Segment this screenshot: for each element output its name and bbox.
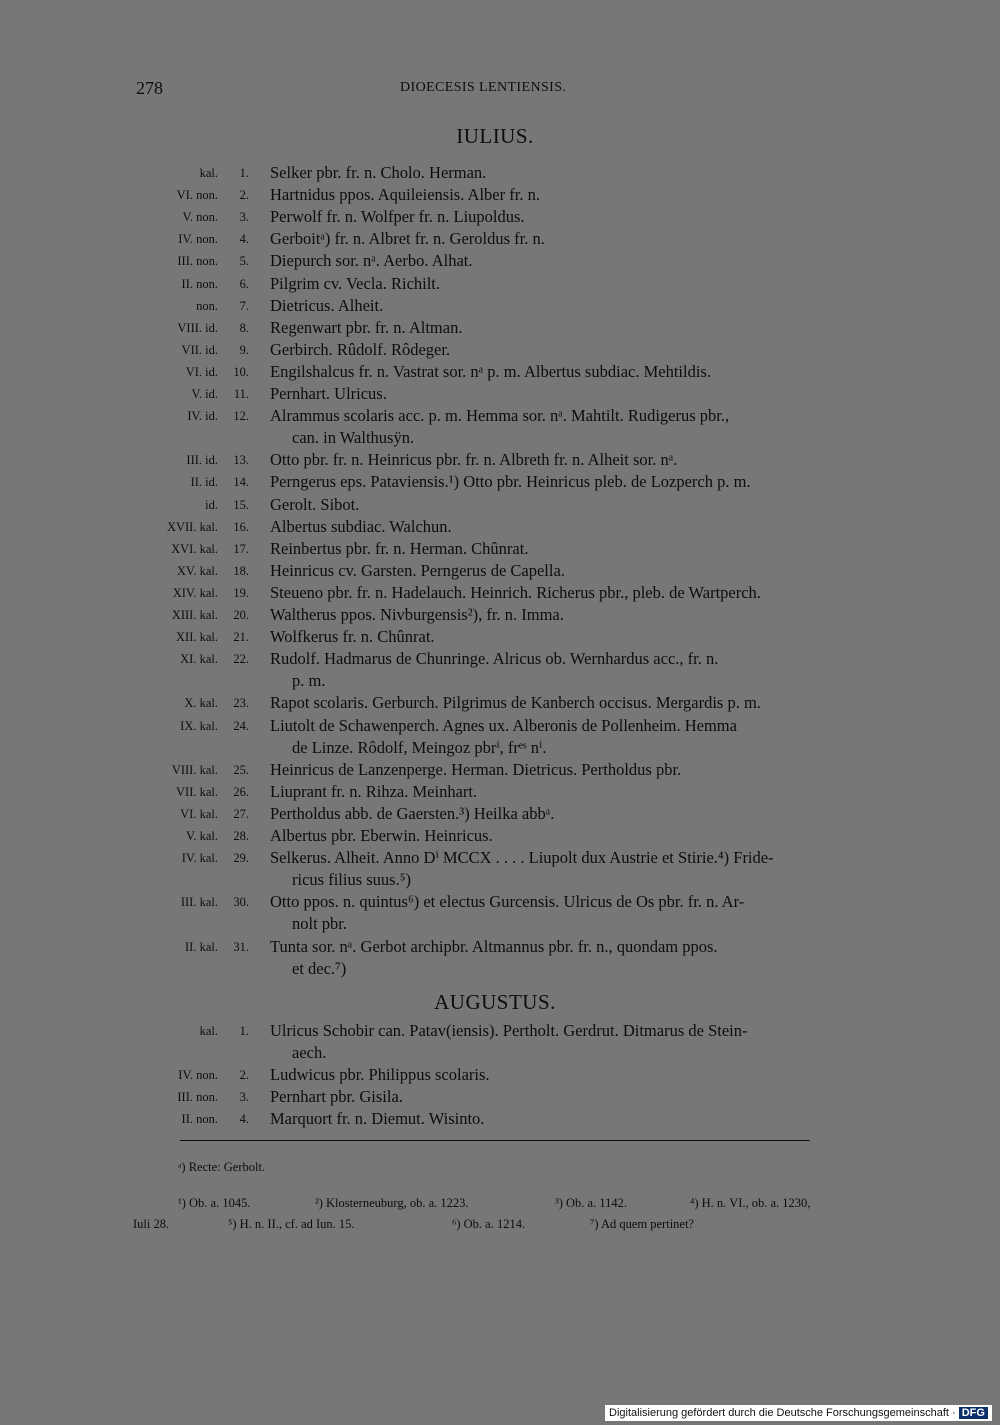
entry-number: 22. (233, 652, 249, 667)
entry-number: 8. (239, 320, 249, 335)
entry-text: Rudolf. Hadmarus de Chunringe. Alricus ob. Wernhardus acc., fr. n. (270, 649, 719, 669)
entry-text: Otto pbr. fr. n. Heinricus pbr. fr. n. Albreth fr. n. Alheit sor. nᵃ. (270, 450, 678, 470)
entry-number: 13. (233, 453, 249, 468)
entry-date: VII. id. (181, 342, 218, 357)
month-heading-augustus: AUGUSTUS. (434, 990, 556, 1014)
entry-date: non. (196, 298, 218, 313)
entry-number: 10. (233, 364, 249, 379)
entry-date: kal. (199, 166, 218, 180)
entry-text: Waltherus ppos. Nivburgensis²), fr. n. Imma. (270, 605, 564, 624)
entry-number: 4. (239, 232, 249, 247)
entry-number: 19. (233, 585, 249, 600)
footnote-3: ³) Ob. a. 1142. (555, 1196, 628, 1210)
entry-date: III. non. (177, 1090, 218, 1105)
entry-date: III. id. (186, 453, 218, 468)
entry-text: Ulricus Schobir can. Patav(iensis). Pertholt. Gerdrut. Ditmarus de Stein- (270, 1021, 748, 1040)
entry-row (0, 339, 1000, 361)
entry-row (0, 538, 1000, 560)
entry-text: Pertholdus abb. de Gaersten.³) Heilka abbᵃ. (270, 803, 555, 823)
entry-row (0, 936, 1000, 958)
entry-text: Selker pbr. fr. n. Cholo. Herman. (270, 163, 487, 182)
entry-row (0, 405, 1000, 427)
entry-date: XII. kal. (176, 630, 218, 645)
entry-text: Perngerus eps. Pataviensis.¹) Otto pbr. Heinricus pleb. de Lozperch p. m. (270, 472, 751, 492)
entry-row (0, 361, 1000, 383)
entry-row (0, 1086, 1000, 1108)
footnote-letter-a: ᵃ) Recte: Gerbolt. (178, 1160, 266, 1174)
entry-row (0, 317, 1000, 339)
entry-date: XV. kal. (176, 563, 218, 578)
entry-number: 31. (233, 939, 249, 954)
entry-number: 9. (239, 342, 249, 357)
entry-text: Heinricus de Lanzenperge. Herman. Dietricus. Pertholdus pbr. (270, 759, 682, 779)
entry-text: Liutolt de Schawenperch. Agnes ux. Alberonis de Pollenheim. Hemma (270, 715, 737, 735)
entry-row (0, 825, 1000, 847)
entry-row (0, 250, 1000, 272)
entry-date: II. non. (181, 1112, 218, 1127)
entry-text: Liuprant fr. n. Rihza. Meinhart. (270, 781, 478, 801)
entry-row (0, 759, 1000, 781)
entry-row (0, 206, 1000, 228)
entry-row (0, 1020, 1000, 1042)
entry-number: 23. (233, 696, 249, 711)
entry-number: 1. (239, 166, 249, 180)
entry-date: IV. kal. (181, 851, 218, 866)
entry-date: IV. id. (187, 409, 218, 424)
entry-date: V. id. (191, 387, 218, 401)
entry-number: 30. (233, 895, 249, 910)
entry-number: 26. (233, 784, 249, 799)
entry-row (0, 1108, 1000, 1130)
entry-row (0, 383, 1000, 405)
entry-row (0, 560, 1000, 582)
entry-row (0, 449, 1000, 471)
entry-text: Perwolf fr. n. Wolfper fr. n. Liupoldus. (270, 207, 525, 227)
entry-row (0, 648, 1000, 670)
footnote-1: ¹) Ob. a. 1045. (178, 1196, 251, 1210)
entry-number: 21. (233, 630, 249, 645)
entry-date: IX. kal. (180, 718, 218, 733)
entry-text-continuation: aech. (292, 1043, 327, 1063)
entry-row (0, 1064, 1000, 1086)
entry-row-continuation (0, 670, 1000, 692)
entry-number: 3. (239, 1090, 249, 1105)
entry-date: V. kal. (185, 829, 218, 843)
entry-text: Gerbirch. Rûdolf. Rôdeger. (270, 339, 451, 359)
entry-date: XI. kal. (180, 652, 218, 667)
footnote-4-cont: Iuli 28. (133, 1217, 170, 1231)
entry-text-continuation: p. m. (292, 671, 326, 691)
entry-row (0, 295, 1000, 317)
entry-row (0, 803, 1000, 825)
entry-text: Alrammus scolaris acc. p. m. Hemma sor. nᵃ. Mahtilt. Rudigerus pbr., (270, 406, 730, 426)
entry-number: 11. (233, 387, 249, 401)
entry-row (0, 162, 1000, 184)
entry-date: X. kal. (184, 696, 218, 711)
entry-row (0, 471, 1000, 493)
entry-date: kal. (199, 1024, 218, 1038)
entry-text: Otto ppos. n. quintus⁶) et electus Gurcensis. Ulricus de Os pbr. fr. n. Ar- (270, 892, 745, 912)
entry-text: Pernhart. Ulricus. (270, 384, 387, 403)
entry-date: IV. non. (178, 1068, 218, 1083)
entry-number: 12. (233, 409, 249, 424)
entry-row (0, 626, 1000, 648)
entry-date: VI. kal. (180, 806, 218, 821)
funding-text: Digitalisierung gefördert durch die Deutsche Forschungsgemeinschaft · (609, 1407, 956, 1419)
entry-text-continuation: de Linze. Rôdolf, Meingoz pbrⁱ, frᵉˢ nⁱ. (292, 737, 547, 757)
entry-number: 3. (239, 210, 249, 225)
entry-number: 4. (239, 1112, 249, 1127)
entry-row (0, 273, 1000, 295)
page-number: 278 (136, 78, 163, 98)
entry-text-continuation: ricus filius suus.⁵) (292, 870, 411, 890)
entry-date: id. (205, 497, 218, 512)
entry-text-continuation: nolt pbr. (292, 914, 348, 934)
entry-text: Gerolt. Sibot. (270, 494, 360, 514)
entry-row (0, 781, 1000, 803)
entry-number: 17. (233, 541, 249, 556)
entry-text: Regenwart pbr. fr. n. Altman. (270, 317, 463, 337)
entry-date: XVII. kal. (166, 519, 218, 534)
entry-row (0, 891, 1000, 913)
entry-number: 1. (239, 1024, 249, 1038)
entry-text: Steueno pbr. fr. n. Hadelauch. Heinrich. Richerus pbr., pleb. de Wartperch. (270, 582, 761, 602)
entry-date: III. non. (177, 254, 218, 269)
entry-date: II. kal. (185, 939, 218, 954)
entry-number: 15. (233, 497, 249, 512)
entry-text: Albertus subdiac. Walchun. (270, 516, 452, 536)
entry-date: VII. kal. (176, 784, 218, 799)
entry-date: XVI. kal. (171, 541, 218, 556)
entry-text: Tunta sor. nᵃ. Gerbot archipbr. Altmannus pbr. fr. n., quondam ppos. (270, 936, 718, 956)
entry-date: II. non. (181, 276, 218, 291)
entry-text-continuation: et dec.⁷) (292, 958, 347, 978)
entry-text: Rapot scolaris. Gerburch. Pilgrimus de Kanberch occisus. Mergardis p. m. (270, 693, 761, 713)
entry-date: IV. non. (178, 232, 218, 247)
entry-text: Selkerus. Alheit. Anno Dⁱ MCCX . . . . Liupolt dux Austrie et Stirie.⁴) Fride- (270, 848, 774, 868)
entry-text: Gerboitᵃ) fr. n. Albret fr. n. Geroldus fr. n. (270, 229, 545, 249)
entry-number: 20. (233, 608, 249, 622)
month-heading-iulius: IULIUS. (456, 124, 534, 148)
footnote-7: ⁷) Ad quem pertinet? (590, 1217, 694, 1231)
entry-row (0, 715, 1000, 737)
entry-row-continuation (0, 737, 1000, 759)
entry-date: VI. id. (185, 364, 218, 379)
entry-date: II. id. (190, 475, 218, 490)
entry-row-continuation (0, 869, 1000, 891)
entry-date: VI. non. (176, 188, 218, 203)
entry-row-continuation (0, 1042, 1000, 1064)
entry-row-continuation (0, 913, 1000, 935)
entry-date: V. non. (182, 210, 218, 225)
entry-row-continuation (0, 958, 1000, 980)
entry-row-continuation (0, 427, 1000, 449)
entry-number: 18. (233, 563, 249, 578)
entry-date: XIII. kal. (171, 608, 218, 622)
footnote-4: ⁴) H. n. VI., ob. a. 1230, (690, 1196, 811, 1210)
entry-row (0, 582, 1000, 604)
entry-text: Ludwicus pbr. Philippus scolaris. (270, 1065, 490, 1085)
entry-text: Dietricus. Alheit. (270, 295, 384, 315)
entry-row (0, 604, 1000, 626)
entry-number: 5. (239, 254, 249, 269)
entry-number: 16. (233, 519, 249, 534)
entry-date: VIII. kal. (171, 762, 218, 777)
footnote-6: ⁶) Ob. a. 1214. (452, 1217, 526, 1231)
entry-number: 14. (233, 475, 249, 490)
entry-number: 24. (233, 718, 249, 733)
entry-row (0, 847, 1000, 869)
entry-text: Diepurch sor. nᵃ. Aerbo. Alhat. (270, 251, 473, 271)
entry-number: 25. (233, 762, 249, 777)
footnote-2: ²) Klosterneuburg, ob. a. 1223. (315, 1196, 469, 1210)
entry-text: Reinbertus pbr. fr. n. Herman. Chûnrat. (270, 538, 529, 558)
entry-number: 6. (239, 276, 249, 291)
entry-text: Marquort fr. n. Diemut. Wisinto. (270, 1109, 485, 1129)
entry-number: 28. (233, 829, 249, 843)
entry-row (0, 494, 1000, 516)
footnote-5: ⁵) H. n. II., cf. ad Iun. 15. (228, 1217, 355, 1231)
entry-text-continuation: can. in Walthusÿn. (292, 428, 415, 448)
entry-number: 27. (233, 806, 249, 821)
entry-number: 7. (239, 298, 249, 313)
entry-text: Albertus pbr. Eberwin. Heinricus. (270, 826, 493, 845)
footnote-divider (180, 1140, 810, 1141)
entry-text: Pilgrim cv. Vecla. Richilt. (270, 273, 441, 293)
entry-text: Pernhart pbr. Gisila. (270, 1087, 403, 1107)
entry-text: Heinricus cv. Garsten. Perngerus de Capella. (270, 560, 565, 580)
entry-row (0, 516, 1000, 538)
entry-date: III. kal. (180, 895, 218, 910)
entry-date: VIII. id. (177, 320, 218, 335)
entry-number: 29. (233, 851, 249, 866)
entry-text: Wolfkerus fr. n. Chûnrat. (270, 627, 435, 647)
entry-text: Engilshalcus fr. n. Vastrat sor. nᵃ p. m. Albertus subdiac. Mehtildis. (270, 361, 711, 381)
entry-row (0, 692, 1000, 714)
running-title: DIOECESIS LENTIENSIS. (400, 80, 567, 95)
funding-notice (605, 1405, 992, 1421)
entry-number: 2. (239, 1068, 249, 1083)
entry-row (0, 228, 1000, 250)
entry-row (0, 184, 1000, 206)
entry-text: Hartnidus ppos. Aquileiensis. Alber fr. n. (270, 185, 540, 205)
entry-date: XIV. kal. (172, 585, 218, 600)
dfg-logo: DFG (959, 1407, 988, 1419)
entry-number: 2. (239, 188, 249, 203)
